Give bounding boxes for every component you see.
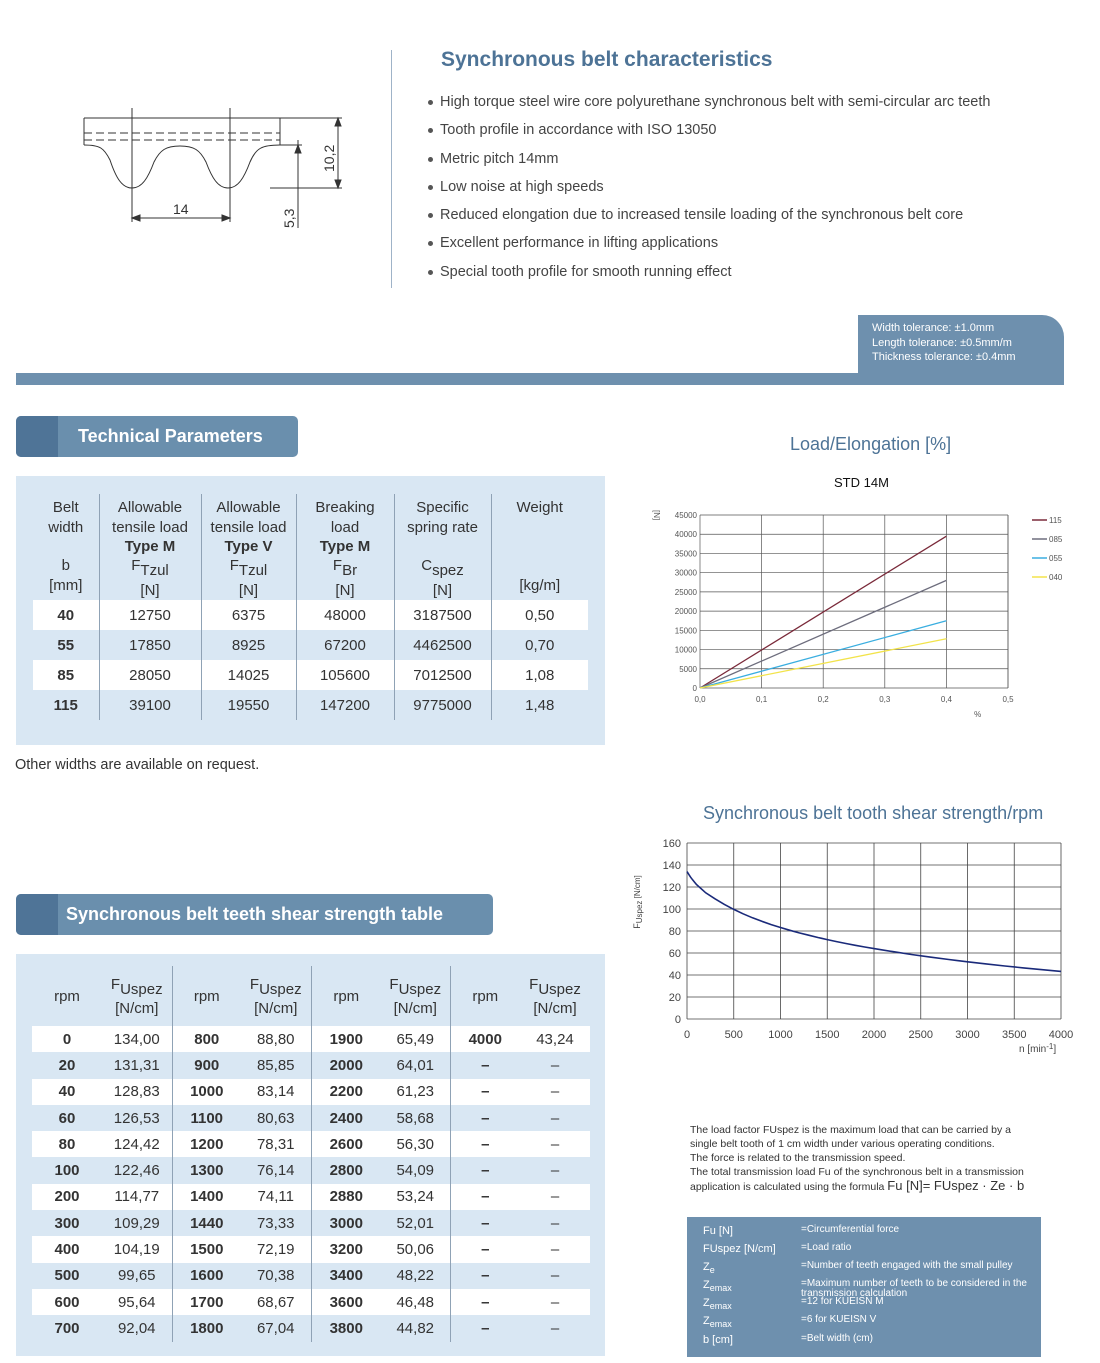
rpm-cell: 80 [32, 1131, 102, 1157]
col-spring-rate: Specific spring rate $C_{spez}$ [N] [394, 494, 491, 600]
y-tick-label: 30000 [674, 568, 697, 578]
shear-table-body [32, 1026, 590, 1342]
rpm-cell: 0 [32, 1026, 102, 1052]
shear-row [32, 1157, 590, 1183]
technical-cell: 12750 [99, 600, 201, 630]
col-belt-width: Belt width b [mm] [48, 499, 84, 594]
technical-cell: 6375 [201, 600, 296, 630]
fuspez-cell: – [520, 1131, 590, 1157]
rpm-cell: 900 [172, 1052, 241, 1078]
fuspez-cell: 109,29 [113, 1214, 160, 1232]
y-tick-label: 5000 [679, 664, 697, 674]
rpm-header: rpm [311, 966, 381, 1026]
technical-table [33, 494, 588, 720]
y-tick-label: 0 [692, 684, 697, 693]
fuspez-cell: 73,33 [256, 1214, 295, 1232]
legend-label: 040 [1049, 573, 1063, 582]
shear-row [32, 1184, 590, 1210]
shear-table [32, 966, 590, 1342]
desc-line: The force is related to the transmission speed. [690, 1152, 906, 1164]
x-tick-label: 2000 [861, 1029, 887, 1041]
formula: Fu [N]= FUspez · Ze · b [887, 1178, 1025, 1193]
rpm-header: rpm [450, 966, 520, 1026]
technical-row [33, 660, 588, 690]
desc-line: The total transmission load Fu of the synchronous belt in a transmission [690, 1166, 1024, 1178]
fuspez-cell: 114,77 [102, 1184, 172, 1210]
rpm-cell: 2600 [311, 1131, 381, 1157]
y-tick-label: 25000 [674, 587, 697, 597]
fuspez-cell: 95,64 [102, 1289, 172, 1315]
legend-value: =Belt width (cm) [801, 1333, 873, 1344]
rpm-cell: – [450, 1263, 520, 1289]
rpm-cell: 2800 [311, 1157, 381, 1183]
technical-cell: 85 [33, 660, 99, 690]
y-tick-label: 100 [662, 904, 681, 916]
tooth-height-label: 5,3 [281, 208, 297, 228]
y-tick-label: 120 [662, 882, 681, 894]
y-tick-label: 15000 [674, 626, 697, 636]
rpm-cell: 3000 [311, 1210, 381, 1236]
fuspez-cell: 53,24 [381, 1184, 450, 1210]
x-tick-label: 0,4 [940, 695, 952, 704]
desc-line: The load factor FUspez is the maximum load that can be carried by a [690, 1124, 1011, 1136]
y-tick-label: 10000 [674, 645, 697, 655]
technical-cell: 3187500 [394, 600, 491, 630]
y-tick-label: 35000 [674, 549, 697, 559]
fuspez-cell: 50,06 [381, 1236, 450, 1262]
technical-cell: 48000 [296, 600, 394, 630]
characteristic-item: Reduced elongation due to increased tensile loading of the synchronous belt core [428, 205, 990, 233]
rpm-cell: 400 [32, 1236, 102, 1262]
technical-cell: 7012500 [394, 660, 491, 690]
col-allowable-m: Allowable tensile load Type M $F_{Tzul}$ [N] [99, 494, 201, 600]
y-tick-label: 40 [668, 970, 681, 982]
x-tick-label: 0 [683, 1029, 691, 1041]
rpm-cell: 2000 [311, 1052, 381, 1078]
fuspez-cell: 43,24 [520, 1026, 590, 1052]
technical-cell: 14025 [201, 660, 296, 690]
rpm-cell: 300 [54, 1214, 80, 1232]
col-weight: Weight [kg/m] [491, 494, 588, 600]
width-tolerance: Width tolerance: ±1.0mm [872, 322, 995, 334]
shear-row [32, 1131, 590, 1157]
shear-row [32, 1079, 590, 1105]
rpm-cell: 3800 [311, 1315, 381, 1341]
symbol-legend [687, 1217, 1041, 1357]
technical-parameters-header [16, 416, 298, 457]
technical-cell: 115 [53, 696, 78, 714]
shear-row [32, 1105, 590, 1131]
technical-cell: 8925 [201, 630, 296, 660]
rpm-header: rpm [54, 987, 80, 1005]
technical-cell: 9775000 [394, 690, 491, 720]
fuspez-cell: 76,14 [256, 1162, 295, 1180]
legend-value: =6 for KUEISN V [801, 1314, 877, 1325]
rpm-cell: – [450, 1157, 520, 1183]
shear-table-panel [16, 954, 605, 1356]
rpm-cell: 2880 [311, 1184, 381, 1210]
fuspez-cell: – [550, 1056, 560, 1074]
y-axis-label: [N] [652, 510, 661, 521]
technical-cell: 55 [57, 636, 75, 654]
fuspez-cell: 124,42 [102, 1131, 172, 1157]
fuspez-cell: – [520, 1184, 590, 1210]
y-tick-label: 45000 [674, 511, 697, 520]
rpm-cell: 100 [54, 1162, 80, 1180]
legend-value: =Load ratio [801, 1242, 852, 1253]
rpm-cell: 60 [58, 1109, 76, 1127]
fuspez-cell: – [550, 1162, 560, 1180]
col-breaking-load: Breaking load Type M $F_{Br}$ [N] [296, 494, 394, 600]
technical-cell: 105600 [296, 660, 394, 690]
characteristic-item: Low noise at high speeds [428, 177, 990, 205]
fuspez-cell: 128,83 [102, 1079, 172, 1105]
shear-row [32, 1210, 590, 1236]
legend-label: 115 [1049, 516, 1062, 525]
shear-header-row [32, 966, 590, 1026]
fuspez-cell: 64,01 [396, 1056, 435, 1074]
legend-value: =Maximum number of teeth to be considered in the transmission calculation [801, 1278, 1027, 1299]
characteristic-item: Metric pitch 14mm [428, 149, 990, 177]
x-axis-label: % [974, 710, 982, 719]
x-tick-label: 1500 [815, 1029, 840, 1041]
fuspez-cell: 67,04 [256, 1319, 295, 1337]
legend-value: =12 for KUEISN M [801, 1296, 884, 1307]
desc-line: application is calculated using the formula Fu [N]= FUspez · Ze · b [690, 1178, 1025, 1193]
x-tick-label: 0,1 [756, 695, 768, 704]
fuspez-header: $F_{Uspez}$ [N/cm] [529, 975, 581, 1017]
height-label: 10,2 [321, 144, 337, 172]
legend-symbol: $Z_{emax}$ [703, 1315, 732, 1330]
shear-table-title: Synchronous belt teeth shear strength table [66, 904, 444, 924]
fuspez-cell: 65,49 [381, 1026, 450, 1052]
technical-cell: 1,08 [491, 660, 588, 690]
x-tick-label: 2500 [908, 1029, 933, 1041]
rpm-cell: 1000 [172, 1079, 241, 1105]
x-axis-label: n $[\min^{-1}]$ [1019, 1042, 1057, 1055]
fuspez-cell: – [520, 1079, 590, 1105]
load-elongation-title: Load/Elongation [%] [790, 434, 952, 454]
characteristic-item: High torque steel wire core polyurethane synchronous belt with semi-circular arc teeth [428, 92, 990, 120]
fuspez-cell: – [520, 1289, 590, 1315]
technical-cell: 147200 [296, 690, 394, 720]
fuspez-cell: – [550, 1214, 560, 1232]
fuspez-cell: 72,19 [241, 1236, 311, 1262]
legend-label: 085 [1049, 535, 1063, 544]
legend-symbol: b [cm] [703, 1334, 733, 1346]
fuspez-cell: 83,14 [241, 1079, 311, 1105]
pitch-label: 14 [173, 201, 189, 217]
rpm-cell: 800 [172, 1026, 241, 1052]
legend-label: 055 [1049, 554, 1063, 563]
technical-cell: 4462500 [394, 630, 491, 660]
fuspez-cell: 92,04 [117, 1319, 156, 1337]
divider-line [391, 50, 392, 288]
rpm-cell: – [450, 1079, 520, 1105]
technical-table-panel [16, 476, 605, 745]
fuspez-cell: 61,23 [381, 1079, 450, 1105]
rpm-cell: 1500 [172, 1236, 241, 1262]
rpm-cell: 1300 [172, 1157, 241, 1183]
technical-parameters-title: Technical Parameters [78, 426, 263, 446]
rpm-cell: – [450, 1315, 520, 1341]
fuspez-cell: – [550, 1109, 560, 1127]
technical-cell: 28050 [99, 660, 201, 690]
rpm-cell: 1600 [172, 1263, 241, 1289]
load-elongation-chart [640, 470, 1080, 730]
widths-note: Other widths are available on request. [15, 757, 260, 773]
rpm-cell: 1900 [311, 1026, 381, 1052]
chart-title: STD 14M [834, 475, 889, 490]
rpm-cell: 200 [32, 1184, 102, 1210]
characteristics-title: Synchronous belt characteristics [441, 48, 773, 71]
fuspez-cell: – [520, 1236, 590, 1262]
x-tick-label: 3500 [1002, 1029, 1027, 1041]
fuspez-cell: 70,38 [256, 1267, 295, 1285]
shear-row [32, 1052, 590, 1078]
rpm-cell: 40 [32, 1079, 102, 1105]
x-tick-label: 0,5 [1002, 695, 1014, 704]
x-tick-label: 0,2 [817, 695, 829, 704]
fuspez-header: $F_{Uspez}$ [N/cm] [389, 975, 442, 1017]
y-tick-label: 20000 [674, 607, 697, 617]
legend-symbol: $Z_{emax}$ [703, 1279, 732, 1294]
legend-value: =Number of teeth engaged with the small pulley [801, 1260, 1013, 1271]
fuspez-cell: 74,11 [241, 1184, 311, 1210]
characteristic-item: Tooth profile in accordance with ISO 13050 [428, 120, 990, 148]
rpm-cell: 1200 [172, 1131, 241, 1157]
rpm-cell: 2200 [311, 1079, 381, 1105]
y-tick-label: 140 [662, 860, 681, 872]
rpm-cell: 4000 [450, 1026, 520, 1052]
fuspez-cell: 68,67 [241, 1289, 311, 1315]
rpm-cell: – [450, 1210, 520, 1236]
fuspez-cell: 134,00 [102, 1026, 172, 1052]
y-tick-label: 20 [668, 992, 681, 1004]
fuspez-cell: 52,01 [396, 1214, 435, 1232]
technical-cell: 19550 [201, 690, 296, 720]
fuspez-cell: 56,30 [381, 1131, 450, 1157]
technical-cell: 0,50 [491, 600, 588, 630]
shear-rpm-title: Synchronous belt tooth shear strength/rpm [703, 803, 1044, 823]
y-tick-label: 0 [674, 1014, 681, 1026]
legend-symbol: Fu [N] [703, 1225, 733, 1237]
characteristics-list [428, 92, 990, 290]
fuspez-cell: 46,48 [381, 1289, 450, 1315]
technical-row [33, 600, 588, 630]
rpm-cell: – [450, 1105, 520, 1131]
technical-cell: 39100 [99, 690, 201, 720]
fuspez-header: $F_{Uspez}$ [N/cm] [249, 975, 302, 1017]
legend-value: =Circumferential force [801, 1224, 900, 1235]
rpm-cell: 600 [32, 1289, 102, 1315]
rpm-cell: 3400 [311, 1263, 381, 1289]
load-factor-description [690, 1123, 1060, 1194]
rpm-cell: – [450, 1131, 520, 1157]
rpm-cell: 700 [54, 1319, 80, 1337]
shear-row [32, 1315, 590, 1341]
rpm-cell: 1400 [172, 1184, 241, 1210]
fuspez-cell: 88,80 [241, 1026, 311, 1052]
rpm-cell: 2400 [311, 1105, 381, 1131]
fuspez-cell: 80,63 [256, 1109, 295, 1127]
shear-row [32, 1263, 590, 1289]
characteristic-item: Excellent performance in lifting applications [428, 233, 990, 261]
x-tick-label: 500 [724, 1029, 743, 1041]
fuspez-cell: 104,19 [102, 1236, 172, 1262]
technical-row [33, 630, 588, 660]
technical-cell: 1,48 [491, 690, 588, 720]
rpm-cell: 1800 [172, 1315, 241, 1341]
characteristic-item: Special tooth profile for smooth running effect [428, 262, 990, 290]
fuspez-cell: 99,65 [117, 1267, 156, 1285]
rpm-cell: – [450, 1052, 520, 1078]
fuspez-header: $F_{Uspez}$ [N/cm] [110, 975, 163, 1017]
tolerance-box [858, 315, 1064, 385]
technical-table-body [33, 600, 588, 720]
rpm-cell: 1700 [172, 1289, 241, 1315]
fuspez-cell: 54,09 [396, 1162, 435, 1180]
rpm-cell: 1100 [172, 1105, 241, 1131]
legend-symbol: $Z_e$ [703, 1261, 715, 1276]
technical-cell: 67200 [296, 630, 394, 660]
shear-row [32, 1289, 590, 1315]
legend-symbol: FUspez [N/cm] [703, 1243, 776, 1255]
technical-row [33, 690, 588, 720]
rpm-cell: 3600 [311, 1289, 381, 1315]
shear-row [32, 1236, 590, 1262]
x-tick-label: 4000 [1048, 1029, 1074, 1041]
x-tick-label: 0,3 [879, 695, 891, 704]
fuspez-cell: 85,85 [256, 1056, 295, 1074]
y-tick-label: 40000 [674, 530, 697, 540]
shear-rpm-chart [626, 832, 1086, 1064]
rpm-cell: 20 [58, 1056, 76, 1074]
legend-symbol: $Z_{emax}$ [703, 1297, 732, 1312]
rpm-cell: – [450, 1184, 520, 1210]
belt-profile-drawing [70, 100, 370, 240]
shear-table-header [16, 894, 493, 935]
col-allowable-v: Allowable tensile load Type V $F_{Tzul}$ [N] [201, 494, 296, 600]
fuspez-cell: 44,82 [396, 1319, 435, 1337]
technical-cell: 17850 [99, 630, 201, 660]
fuspez-cell: 48,22 [396, 1267, 435, 1285]
thickness-tolerance: Thickness tolerance: ±0.4mm [872, 351, 1016, 364]
shear-row [32, 1026, 590, 1052]
rpm-cell: 500 [54, 1267, 80, 1285]
fuspez-cell: – [550, 1319, 560, 1337]
x-tick-label: 0,0 [694, 695, 706, 704]
fuspez-cell: 78,31 [241, 1131, 311, 1157]
fuspez-cell: 122,46 [113, 1162, 160, 1180]
x-tick-label: 3000 [955, 1029, 980, 1041]
rpm-header: rpm [172, 966, 241, 1026]
fuspez-cell: – [550, 1267, 560, 1285]
fuspez-cell: 58,68 [396, 1109, 435, 1127]
length-tolerance: Length tolerance: ±0.5mm/m [872, 336, 1012, 349]
technical-header-row [33, 494, 588, 600]
technical-cell: 40 [33, 600, 99, 630]
y-tick-label: 60 [668, 948, 681, 960]
rpm-cell: 3200 [311, 1236, 381, 1262]
fuspez-cell: 131,31 [113, 1056, 160, 1074]
technical-cell: 0,70 [491, 630, 588, 660]
rpm-cell: – [450, 1289, 520, 1315]
desc-line: single belt tooth of 1 cm width under various operating conditions. [690, 1138, 995, 1150]
y-axis-label: FUspez [N/cm] [632, 875, 644, 929]
y-tick-label: 160 [662, 838, 681, 850]
fuspez-cell: 126,53 [113, 1109, 160, 1127]
x-tick-label: 1000 [768, 1029, 793, 1041]
rpm-cell: – [450, 1236, 520, 1262]
rpm-cell: 1440 [172, 1210, 241, 1236]
y-tick-label: 80 [668, 926, 681, 938]
